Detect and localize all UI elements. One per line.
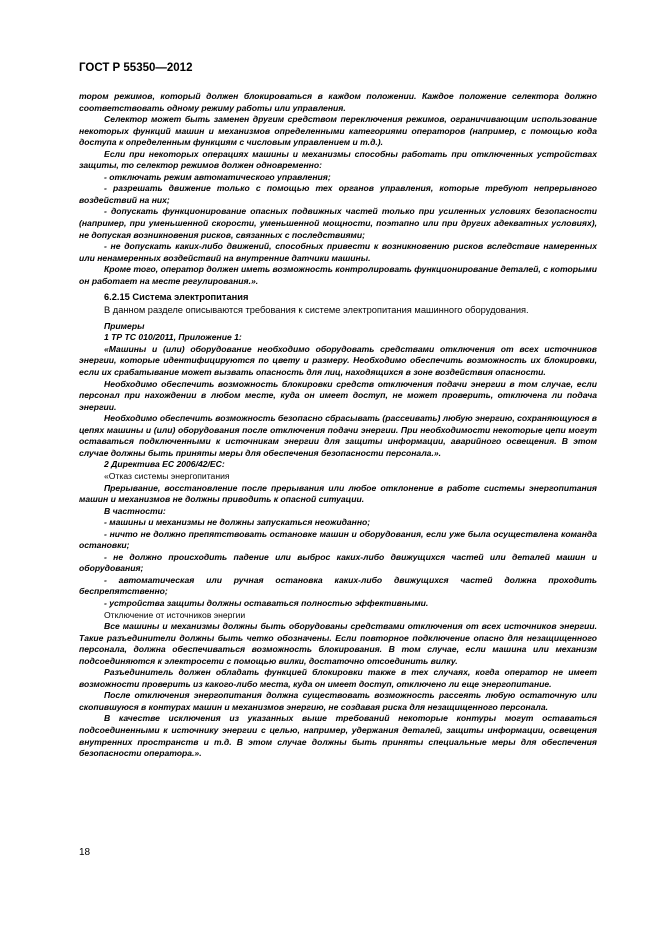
paragraph: После отключения энергопитания должна существовать возможность рассеять любую остаточную или скопившуюся в контурах машин и механизмов энергию, не создавая риска для незащищенного персонала.	[79, 690, 597, 712]
paragraph: Необходимо обеспечить возможность безопасно сбрасывать (рассеивать) любую энергию, сохраняющуюся в цепях машины и (или) оборудования после отключения подачи энергии. При необходимости некоторые цепи могут оставаться подключенными к источникам энергии для защиты информации, аварийного освещения. В этом случае должны быть приняты меры для обеспечения безопасности персонала.».	[79, 413, 597, 458]
paragraph: В качестве исключения из указанных выше требований некоторые контуры могут оставаться подсоединенными к источнику энергии с целью, например, удержания деталей, защиты информации, освещения внутренних пространств и т.д. В этом случае должны быть приняты специальные меры для обеспечения безопасности оператора.».	[79, 713, 597, 759]
example-title: 2 Директива ЕС 2006/42/ЕС:	[104, 459, 225, 470]
list-item: - ничто не должно препятствовать остановке машин и оборудования, если уже была осуществлена команда остановки;	[79, 528, 597, 551]
document-header: ГОСТ Р 55350—2012	[79, 62, 193, 74]
list-item: - отключать режим автоматического управления;	[104, 171, 331, 182]
paragraph: «Машины и (или) оборудование необходимо оборудовать средствами отключения от всех источников энергии, которые идентифицируются по цвету и размеру. Необходимо обеспечить возможность их блокировки, если их срабатывание может вызвать опасность для лиц, находящихся в зоне воздействия опасности.	[79, 343, 597, 378]
paragraph: Необходимо обеспечить возможность блокировки средств отключения подачи энергии в том случае, если персонал при нахождении в любом месте, куда он имеет доступ, не может проверить, отключена ли подача энергии.	[79, 378, 597, 412]
section-intro: В данном разделе описываются требования к системе электропитания машинного оборудования.	[104, 304, 529, 315]
list-item: - не должно происходить падение или выброс каких-либо движущихся частей или деталей машин и оборудования;	[79, 551, 597, 574]
paragraph: Если при некоторых операциях машины и механизмы способны работать при отключенных устройствах защиты, то селектор режимов должен одновременно:	[79, 148, 597, 171]
list-item: - машины и механизмы не должны запускаться неожиданно;	[104, 517, 371, 528]
list-item: - устройства защиты должны оставаться полностью эффективными.	[104, 597, 429, 608]
paragraph: Прерывание, восстановление после прерывания или любое отклонение в работе системы энергопитания машин и механизмов не должны приводить к опасной ситуации.	[79, 482, 597, 505]
list-item: - не допускать каких-либо движений, способных привести к возникновению рисков вследствие намеренных или ненамеренных воздействий на внутренние датчики машины.	[79, 241, 597, 263]
paragraph: В частности:	[104, 505, 166, 516]
paragraph: тором режимов, который должен блокироваться в каждом положении. Каждое положение селектора должно соответствовать одному режиму работы или управления.	[79, 91, 597, 113]
subheading: «Отказ системы энергопитания	[104, 470, 230, 481]
list-item: - допускать функционирование опасных подвижных частей только при усиленных условиях безопасности (например, при уменьшенной скорости, уменьшенной мощности, поэтапно или при других адекватных условиях), не допуская возникновения рисков, связанных с последствиями;	[79, 206, 597, 240]
paragraph: Разъединитель должен обладать функцией блокировки также в тех случаях, когда оператор не имеет возможности проверить из какого-либо места, куда он имеет доступ, отключено ли еще энергопитание.	[79, 667, 597, 689]
examples-label: Примеры	[104, 320, 145, 331]
list-item: - автоматическая или ручная остановка каких-либо движущихся частей должна проходить беспрепятственно;	[79, 574, 597, 597]
paragraph: Селектор может быть заменен другим средством переключения режимов, ограничивающим использование некоторых функций машин и механизмов определенными категориями операторов (например, с помощью кода доступа к определенным функциям с числовым управлением и т.д.).	[79, 114, 597, 148]
page-body	[79, 91, 597, 760]
section-heading: 6.2.15 Система электропитания	[104, 292, 249, 303]
page-number: 18	[79, 847, 91, 858]
paragraph: Все машины и механизмы должны быть оборудованы средствами отключения от всех источников энергии. Такие разъединители должны быть четко обозначены. Если повторное подключение опасно для незащищенного персонала, должна обеспечиваться возможность блокирования. В том случае, если машина или механизм подсоединяются к электросети с помощью вилки, достаточно отсоединить вилку.	[79, 621, 597, 666]
list-item: - разрешать движение только с помощью тех органов управления, которые требуют непрерывного воздействий на них;	[79, 183, 597, 205]
paragraph: Кроме того, оператор должен иметь возможность контролировать функционирование деталей, с которыми он работает на месте регулирования.».	[79, 264, 597, 286]
subheading: Отключение от источников энергии	[104, 609, 246, 620]
example-title: 1 ТР ТС 010/2011, Приложение 1:	[104, 332, 242, 343]
